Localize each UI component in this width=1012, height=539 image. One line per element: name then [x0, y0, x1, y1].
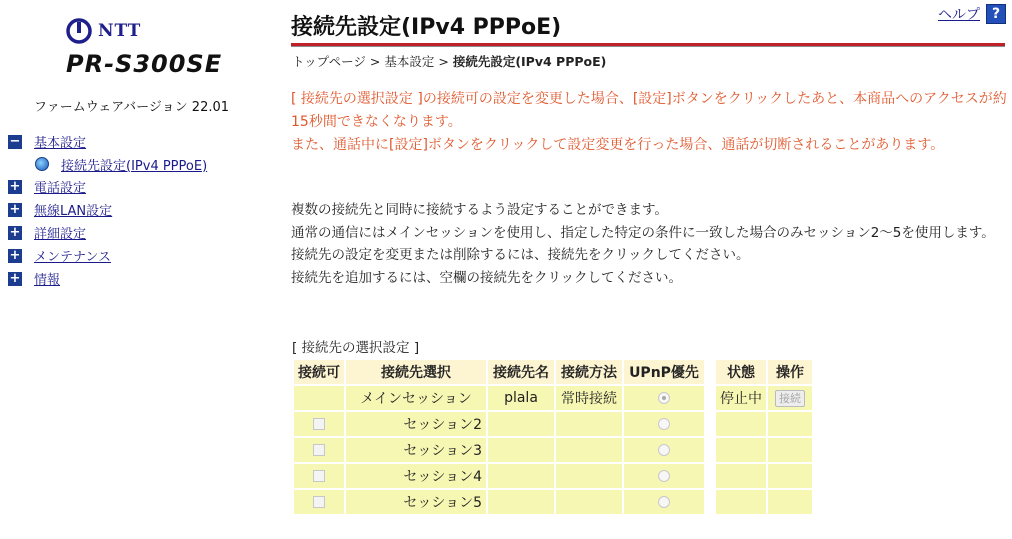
connect-button[interactable]: 接続	[775, 390, 805, 407]
connection-name	[488, 438, 554, 462]
info-line: 接続先を追加するには、空欄の接続先をクリックしてください。	[291, 269, 682, 286]
table-row	[294, 464, 812, 488]
session-link[interactable]: セッション3	[346, 438, 486, 462]
col-name: 接続先名	[488, 360, 554, 384]
info-line: 複数の接続先と同時に接続するよう設定することができます。	[291, 202, 668, 218]
logo-text: NTT	[98, 21, 142, 41]
upnp-radio[interactable]	[658, 444, 670, 456]
plus-icon[interactable]: +	[9, 270, 21, 286]
help-label[interactable]: ヘルプ	[938, 7, 980, 23]
upnp-radio[interactable]	[658, 470, 670, 482]
action-cell	[768, 412, 812, 436]
sidebar-subitem-label[interactable]: 接続先設定(IPv4 PPPoE)	[61, 158, 208, 174]
session-link[interactable]: セッション2	[346, 412, 486, 436]
sidebar-item-label[interactable]: 無線LAN設定	[34, 204, 113, 219]
status-cell	[716, 412, 766, 436]
plus-icon[interactable]: +	[9, 201, 21, 217]
upnp-radio[interactable]	[658, 392, 670, 404]
connection-name	[488, 412, 554, 436]
sidebar-item-label[interactable]: 情報	[34, 273, 61, 288]
breadcrumb	[292, 52, 606, 70]
breadcrumb-basic[interactable]: 基本設定	[384, 54, 435, 69]
globe-icon	[35, 157, 49, 171]
table-row	[294, 490, 812, 514]
connection-name	[488, 490, 554, 514]
help-link[interactable]	[938, 4, 1006, 24]
upnp-cell	[624, 412, 704, 436]
info-line: 通常の通信にはメインセッションを使用し、指定した特定の条件に一致した場合のみセッション2〜5を使用します。	[291, 224, 995, 241]
session-link[interactable]: セッション4	[346, 464, 486, 488]
sidebar-item-label[interactable]: 電話設定	[34, 181, 87, 196]
breadcrumb-separator: >	[369, 54, 381, 69]
upnp-cell	[624, 490, 704, 514]
sidebar-item-basic[interactable]	[8, 130, 207, 153]
col-enable: 接続可	[294, 360, 344, 384]
sidebar-subitem-pppoe[interactable]	[8, 153, 207, 175]
enable-cell	[294, 438, 344, 462]
connection-method	[556, 412, 622, 436]
info-line: 接続先の設定を変更または削除するには、接続先をクリックしてください。	[291, 247, 750, 263]
ntt-logo-icon	[66, 18, 92, 44]
breadcrumb-current: 接続先設定(IPv4 PPPoE)	[452, 54, 607, 69]
minus-icon[interactable]: −	[9, 133, 21, 149]
status-cell	[716, 438, 766, 462]
enable-cell	[294, 386, 344, 410]
ntt-logo	[66, 14, 141, 48]
sidebar-item-maintenance[interactable]	[8, 244, 207, 267]
status-cell: 停止中	[716, 386, 766, 410]
sidebar-item-label[interactable]: 基本設定	[34, 136, 87, 151]
page-title: 接続先設定(IPv4 PPPoE)	[291, 15, 562, 40]
action-cell	[768, 490, 812, 514]
connection-table	[292, 358, 814, 516]
col-status: 状態	[716, 360, 766, 384]
enable-checkbox[interactable]	[313, 496, 325, 508]
status-cell	[716, 464, 766, 488]
sidebar-item-wireless[interactable]	[8, 198, 207, 221]
col-upnp: UPnP優先	[624, 360, 704, 384]
col-method: 接続方法	[556, 360, 622, 384]
warning-message	[291, 88, 1007, 157]
action-cell	[768, 464, 812, 488]
upnp-cell	[624, 438, 704, 462]
enable-cell	[294, 464, 344, 488]
connection-method	[556, 490, 622, 514]
model-name: PR-S300SE	[66, 50, 223, 78]
upnp-cell	[624, 386, 704, 410]
enable-checkbox[interactable]	[313, 470, 325, 482]
plus-icon[interactable]: +	[9, 224, 21, 240]
breadcrumb-top[interactable]: トップページ	[292, 54, 366, 69]
enable-cell	[294, 412, 344, 436]
upnp-radio[interactable]	[658, 496, 670, 508]
firmware-version: ファームウェアバージョン 22.01	[34, 100, 230, 115]
session-link[interactable]: セッション5	[346, 490, 486, 514]
table-header-row	[294, 360, 812, 384]
sidebar-item-label[interactable]: 詳細設定	[34, 227, 87, 242]
connection-name: plala	[488, 386, 554, 410]
connection-method	[556, 438, 622, 462]
sidebar-item-phone[interactable]	[8, 175, 207, 198]
sidebar	[0, 0, 270, 539]
title-divider-shadow	[291, 46, 1005, 47]
enable-checkbox[interactable]	[313, 444, 325, 456]
status-cell	[716, 490, 766, 514]
sidebar-item-advanced[interactable]	[8, 221, 207, 244]
table-row	[294, 438, 812, 462]
warning-line: また、通話中に[設定]ボタンをクリックして設定変更を行った場合、通話が切断されることがあります。	[291, 137, 945, 153]
col-action: 操作	[768, 360, 812, 384]
breadcrumb-separator: >	[438, 54, 449, 69]
sidebar-item-label[interactable]: メンテナンス	[34, 250, 111, 265]
action-cell	[768, 438, 812, 462]
upnp-radio[interactable]	[658, 418, 670, 430]
table-row	[294, 386, 812, 410]
connection-name	[488, 464, 554, 488]
enable-checkbox[interactable]	[313, 418, 325, 430]
section-label: [ 接続先の選択設定 ]	[292, 340, 420, 356]
table-row	[294, 412, 812, 436]
plus-icon[interactable]: +	[9, 247, 21, 263]
sidebar-nav	[8, 130, 207, 290]
info-message	[291, 199, 1007, 289]
action-cell	[768, 386, 812, 410]
session-link[interactable]: メインセッション	[346, 386, 486, 410]
upnp-cell	[624, 464, 704, 488]
col-session: 接続先選択	[346, 360, 486, 384]
sidebar-item-info[interactable]	[8, 267, 207, 290]
plus-icon[interactable]: +	[9, 178, 21, 194]
connection-method	[556, 464, 622, 488]
connection-method: 常時接続	[556, 386, 622, 410]
warning-line: [ 接続先の選択設定 ]の接続可の設定を変更した場合、[設定]ボタンをクリックしたあと、本商品へのアクセスが約15秒間できなくなります。	[291, 91, 1007, 130]
enable-cell	[294, 490, 344, 514]
help-icon[interactable]: ?	[986, 4, 1006, 24]
